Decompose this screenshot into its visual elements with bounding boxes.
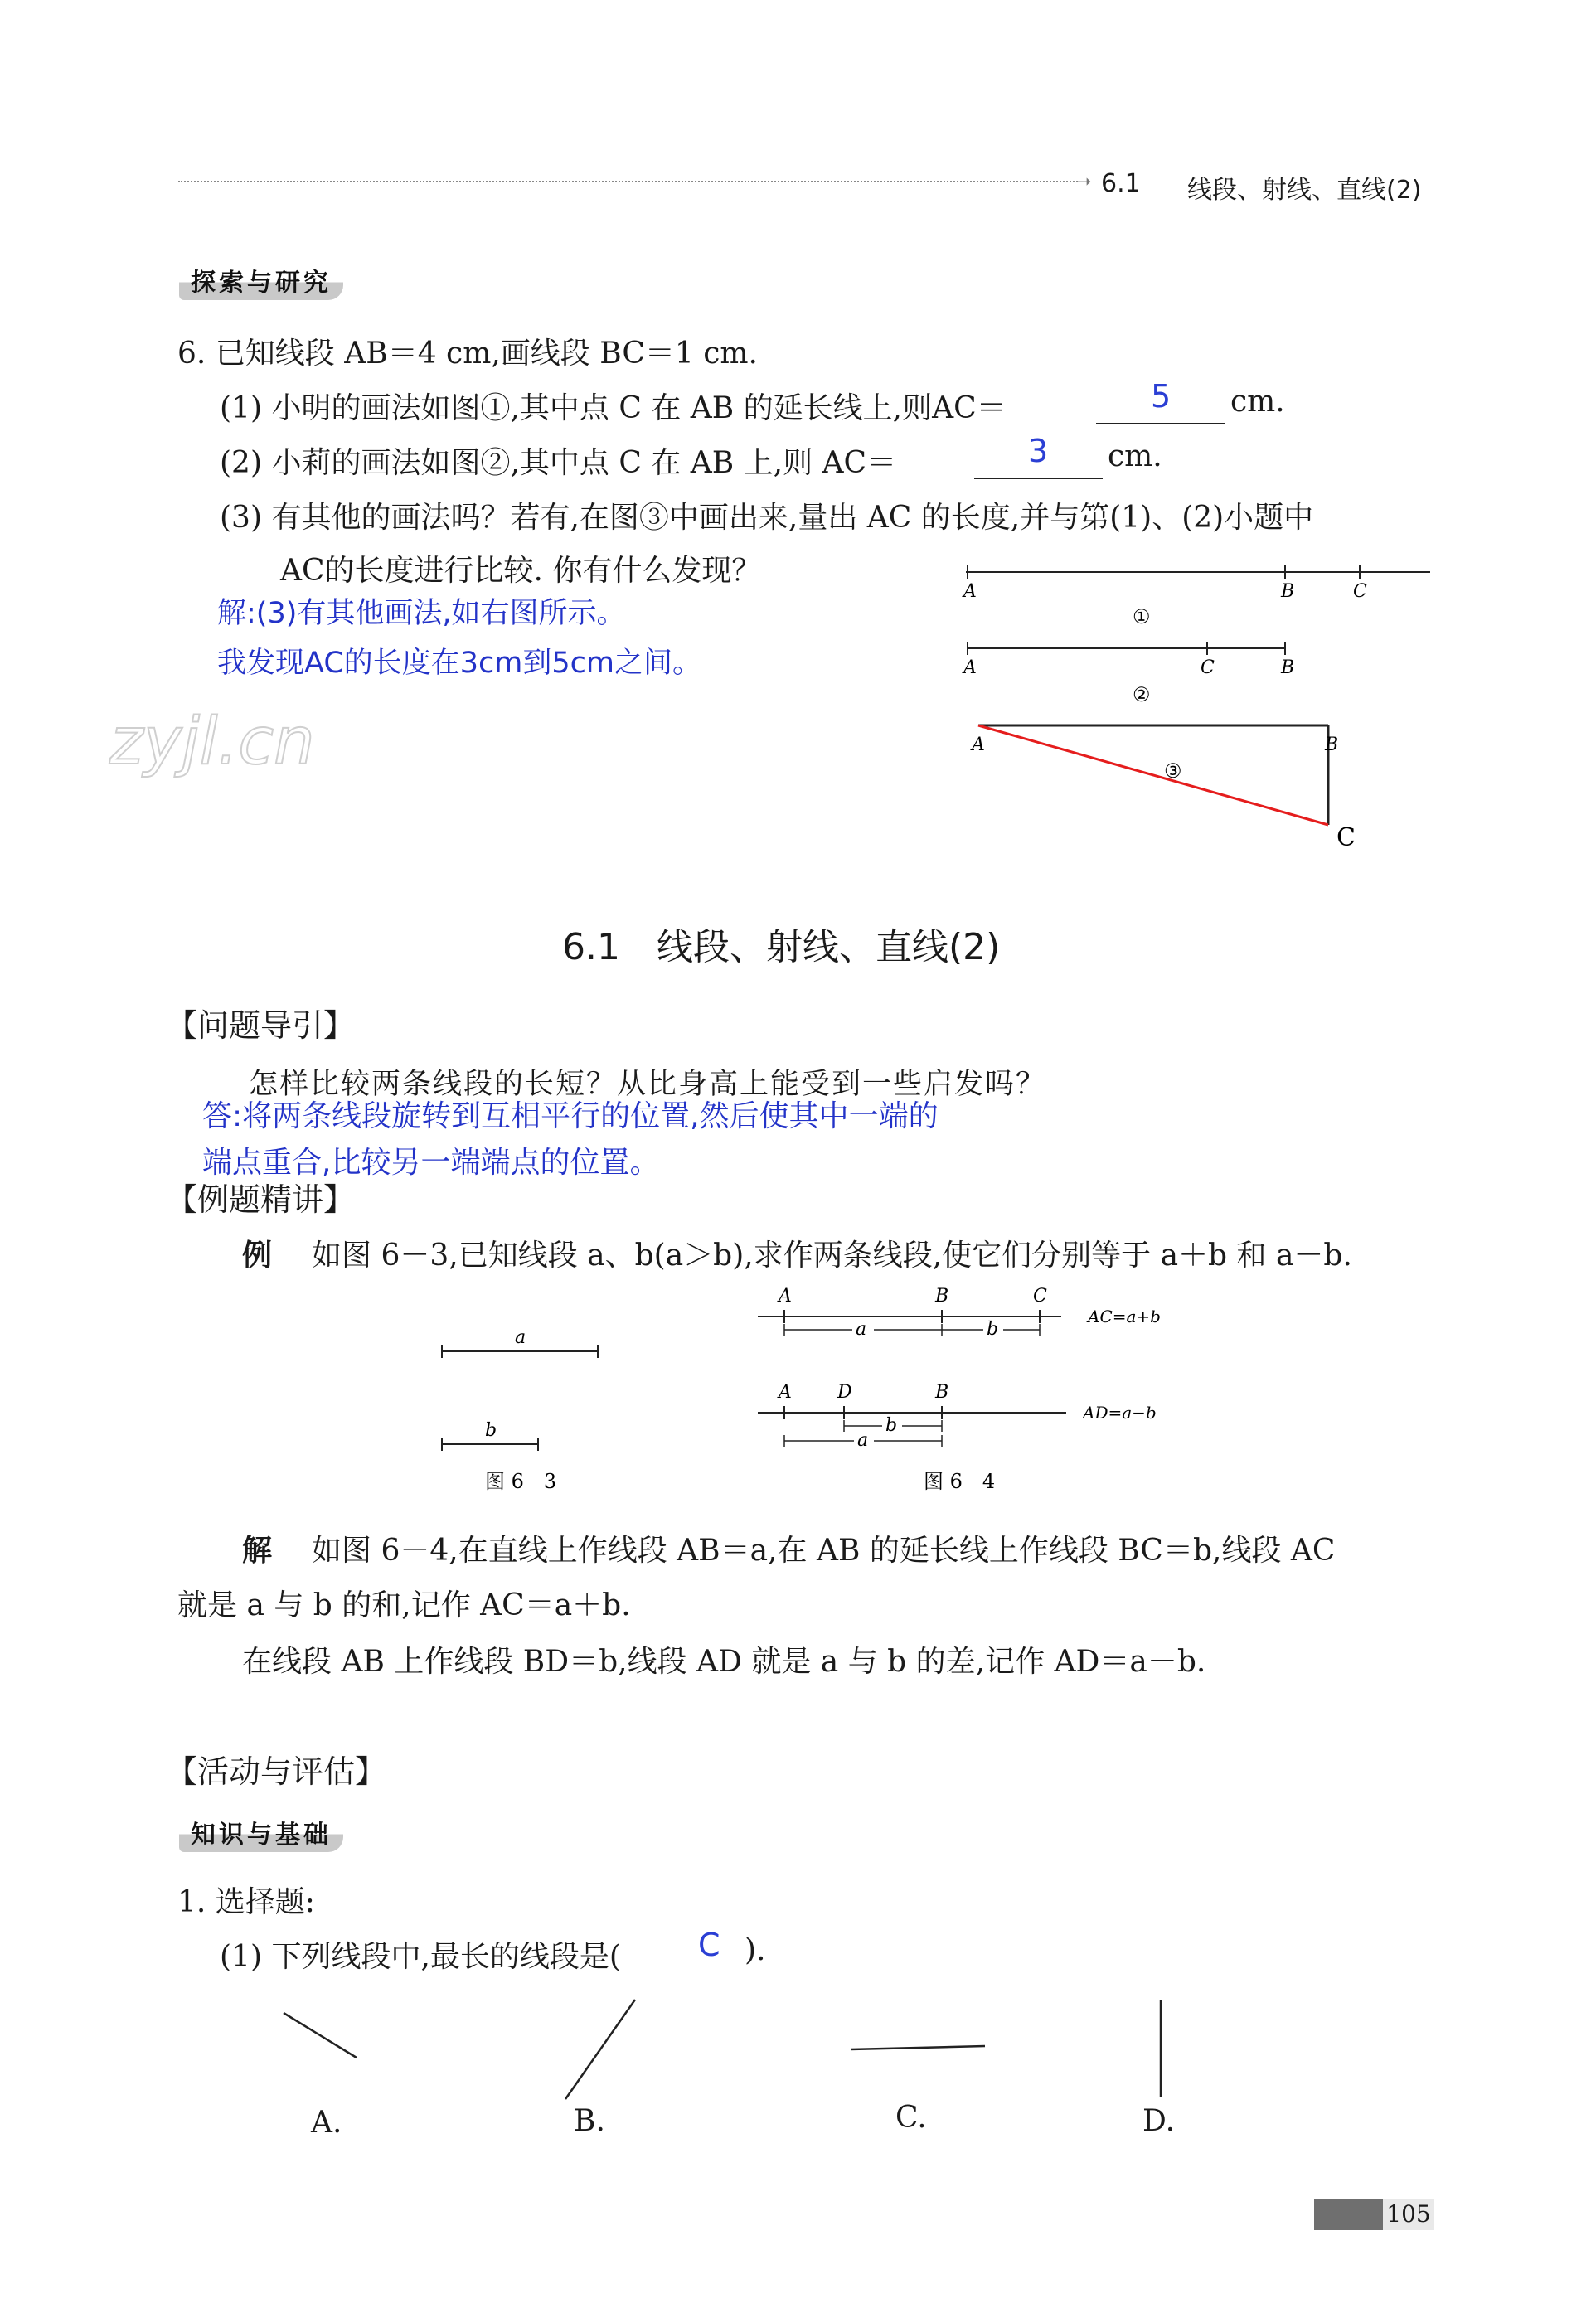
guide-question: 怎样比较两条线段的长短？从比身高上能受到一些启发吗？ xyxy=(249,1068,1047,1101)
header-title: 线段、射线、直线(2) xyxy=(1187,176,1422,205)
q1-part1-answer: C xyxy=(698,1927,720,1963)
option-a-segment xyxy=(284,2013,357,2058)
option-a: A. xyxy=(311,2106,342,2140)
option-d: D. xyxy=(1142,2104,1176,2138)
fig64-top-c: C xyxy=(1033,1286,1047,1307)
q6-handwritten-answer-2: 我发现AC的长度在3cm到5cm之间。 xyxy=(217,647,701,680)
solution-line-2: 就是 a 与 b 的和,记作 AC＝a＋b. xyxy=(177,1588,631,1622)
fig2-label-a: A xyxy=(963,657,977,678)
guide-answer-2: 端点重合,比较另一端端点的位置。 xyxy=(202,1146,660,1180)
option-c-segment xyxy=(851,2046,985,2049)
q6-part1-unit: cm. xyxy=(1230,385,1285,419)
q6-part1-answer: 5 xyxy=(1151,378,1172,415)
basics-badge: 知识与基础 xyxy=(179,1812,343,1852)
fig1-label-c: C xyxy=(1353,581,1367,602)
q6-part1-blank xyxy=(1096,423,1225,424)
example-text: 如图 6－3,已知线段 a、b(a＞b),求作两条线段,使它们分别等于 a＋b 和 a－b. xyxy=(312,1239,1352,1273)
solution-line-3: 在线段 AB 上作线段 BD＝b,线段 AD 就是 a 与 b 的差,记作 AD＝a－b. xyxy=(242,1645,1206,1679)
fig1-caption: ① xyxy=(1133,605,1151,628)
q6-part2-answer: 3 xyxy=(1028,433,1049,469)
guide-answer-1: 答:将两条线段旋转到互相平行的位置,然后使其中一端的 xyxy=(202,1099,939,1133)
q6-part2-unit: cm. xyxy=(1108,439,1162,473)
example-label: 例 xyxy=(242,1238,273,1273)
q1-options-figure xyxy=(265,1990,1219,2122)
page-number-badge xyxy=(1314,2199,1434,2230)
segment-b-label: b xyxy=(485,1420,497,1441)
option-b: B. xyxy=(574,2104,605,2138)
option-b-segment xyxy=(565,2000,635,2099)
fig3-caption: ③ xyxy=(1164,759,1182,783)
figure-6-4 xyxy=(754,1277,1186,1501)
q1-part1-after: ). xyxy=(745,1933,766,1967)
fig3-label-b: B xyxy=(1325,735,1339,755)
page-number: 105 xyxy=(1383,2199,1434,2230)
explore-badge: 探索与研究 xyxy=(179,260,343,300)
q1-part1-before: (1) 下列线段中,最长的线段是( xyxy=(220,1940,621,1974)
q6-part2-blank xyxy=(974,478,1103,479)
fig64-top-formula: AC=a+b xyxy=(1088,1307,1161,1326)
q6-part2: (2) 小莉的画法如图②,其中点 C 在 AB 上,则 AC＝ xyxy=(220,446,897,480)
q6-stem: 6. 已知线段 AB＝4 cm,画线段 BC＝1 cm. xyxy=(177,337,758,371)
fig1-label-a: A xyxy=(963,581,977,602)
q6-part3-line2: AC的长度进行比较. 你有什么发现？ xyxy=(280,554,762,588)
figure-6-3-caption: 图 6－3 xyxy=(485,1470,557,1492)
fig1-label-b: B xyxy=(1281,581,1295,602)
header-rule xyxy=(178,181,1078,182)
fig64-bottom-a: A xyxy=(779,1382,792,1403)
solution-line-1: 如图 6－4,在直线上作线段 AB＝a,在 AB 的延长线上作线段 BC＝b,线段 AC xyxy=(312,1534,1336,1568)
figure-6-3 xyxy=(427,1318,626,1492)
fig3-label-c: C xyxy=(1336,823,1356,852)
fig64-top-a: A xyxy=(779,1286,792,1307)
fig64-bottom-seg-b: b xyxy=(885,1415,898,1436)
lesson-title: 6.1 线段、射线、直线(2) xyxy=(562,926,1001,968)
fig64-top-b: B xyxy=(935,1286,949,1307)
watermark: zyjl.cn xyxy=(109,705,315,779)
header-section: 6.1 xyxy=(1101,169,1141,198)
fig3-ac-line xyxy=(978,725,1328,825)
header-arrow-icon: ➝ xyxy=(1076,172,1092,192)
q6-figures xyxy=(953,555,1443,862)
q6-handwritten-answer-1: 解:(3)有其他画法,如右图所示。 xyxy=(217,597,626,630)
fig2-label-b: B xyxy=(1281,657,1295,678)
activity-heading: 【活动与评估】 xyxy=(166,1753,387,1790)
fig64-bottom-seg-a: a xyxy=(857,1430,869,1451)
q6-part1: (1) 小明的画法如图①,其中点 C 在 AB 的延长线上,则AC＝ xyxy=(220,391,1007,425)
fig64-bottom-d: D xyxy=(837,1382,852,1403)
q6-part3-line1: (3) 有其他的画法吗？若有,在图③中画出来,量出 AC 的长度,并与第(1)、(2)小题中 xyxy=(220,501,1314,535)
solution-label: 解 xyxy=(242,1533,273,1568)
q1-stem: 1. 选择题: xyxy=(177,1885,315,1919)
fig3-label-a: A xyxy=(972,735,985,755)
fig64-top-seg-a: a xyxy=(856,1319,867,1340)
fig64-top-seg-b: b xyxy=(987,1319,999,1340)
fig2-label-c: C xyxy=(1201,657,1215,678)
example-heading: 【例题精讲】 xyxy=(166,1181,356,1218)
fig64-bottom-formula: AD=a−b xyxy=(1083,1403,1157,1423)
fig64-bottom-b: B xyxy=(935,1382,949,1403)
figure-6-4-caption: 图 6－4 xyxy=(924,1470,996,1493)
option-c: C. xyxy=(895,2101,927,2135)
segment-a-label: a xyxy=(515,1327,526,1348)
fig2-caption: ② xyxy=(1133,683,1151,706)
guide-heading: 【问题导引】 xyxy=(166,1007,356,1044)
